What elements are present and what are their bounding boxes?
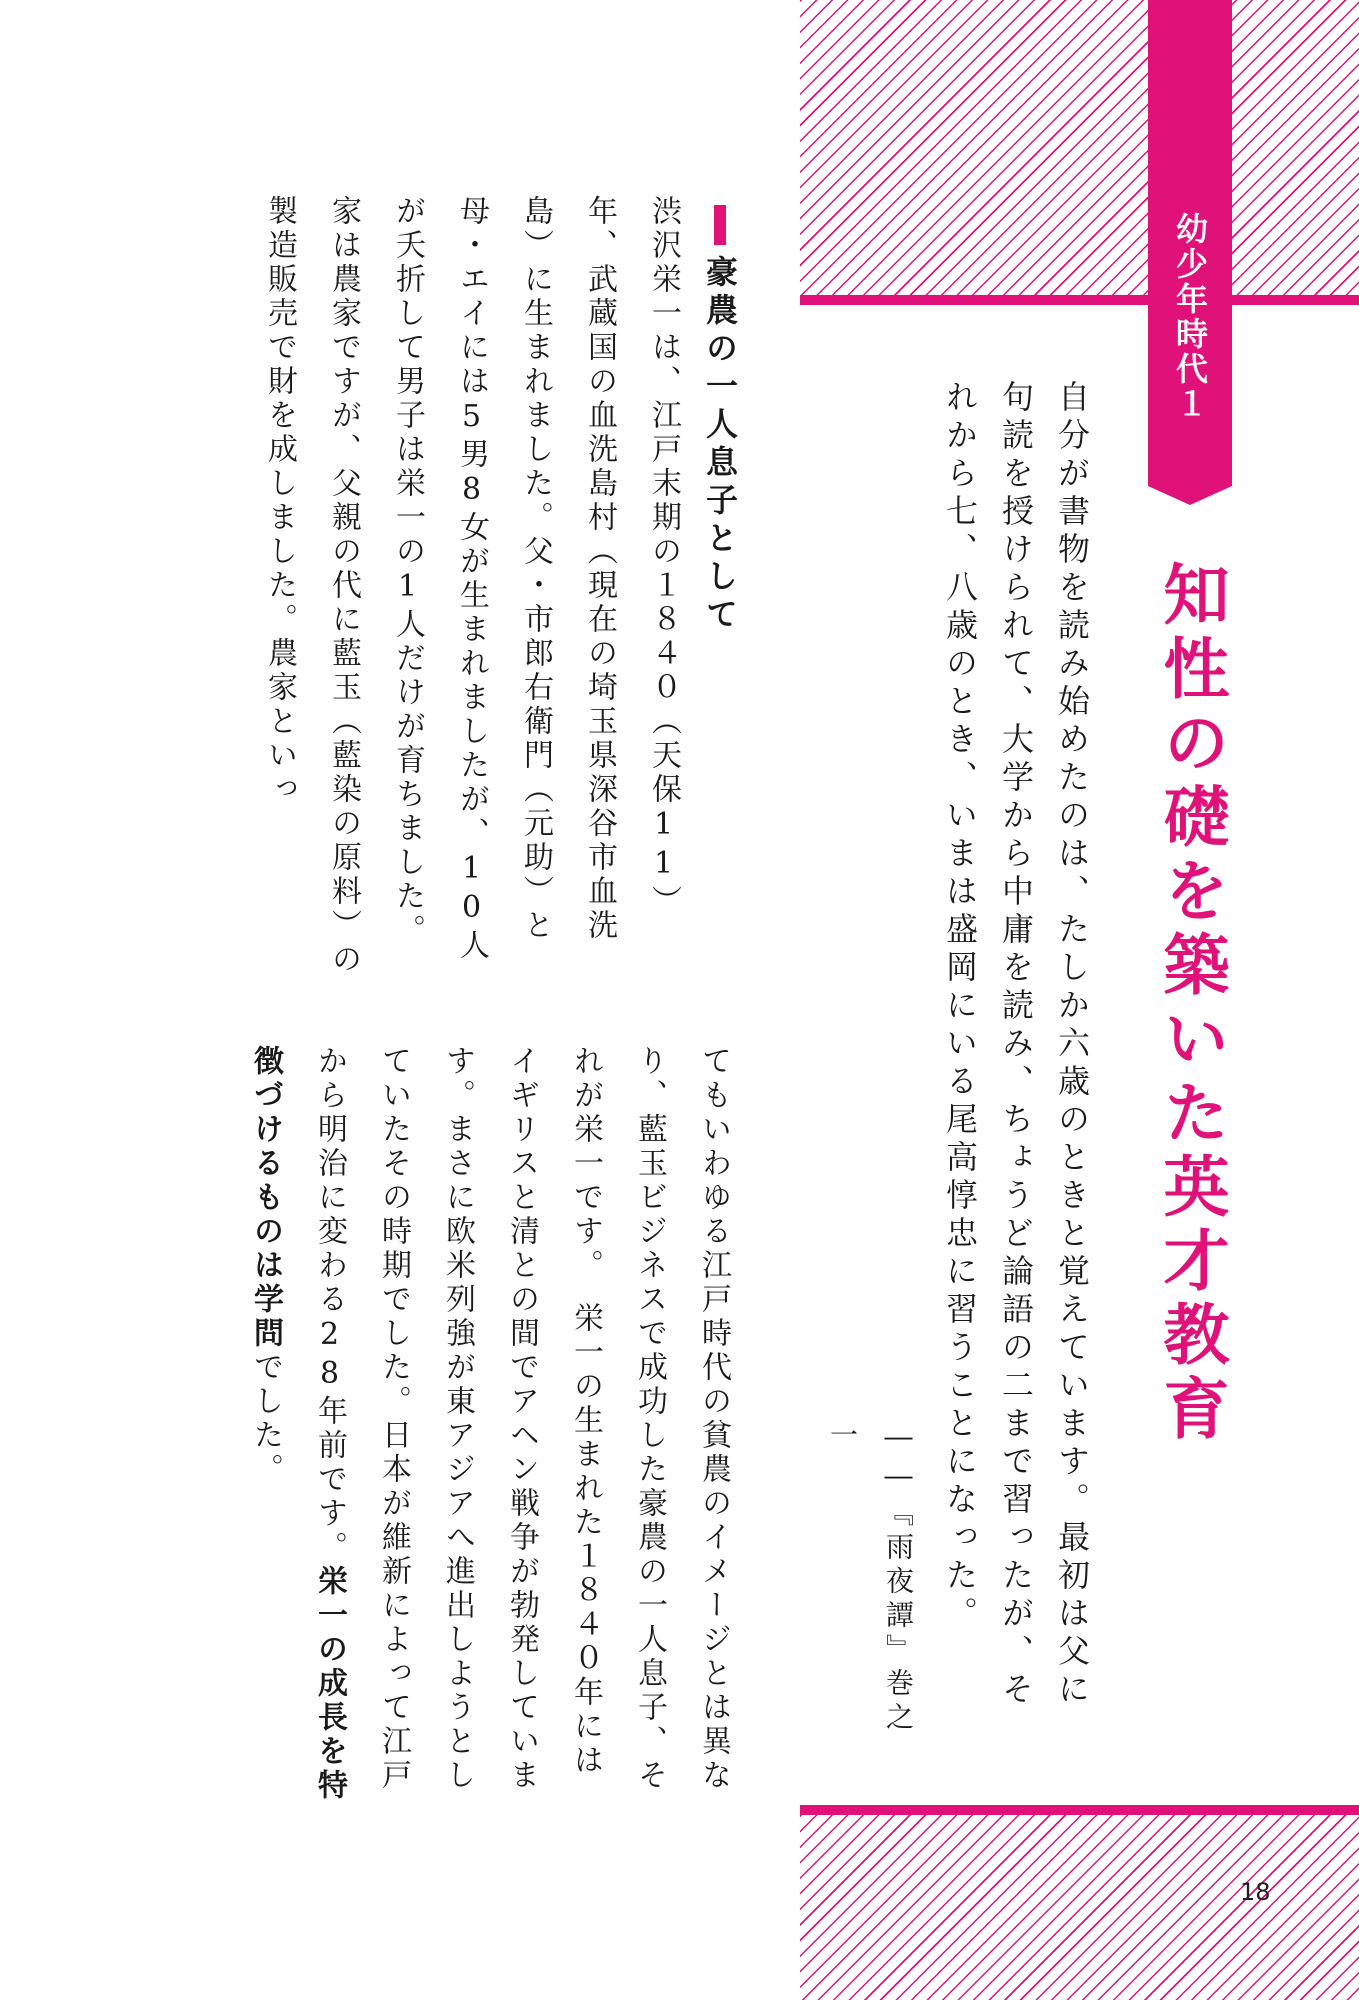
body-text-upper: 渋沢栄一は、江戸末期の１８４０（天保11）年、武蔵国の血洗島村（現在の埼玉県深谷市血洗島）に生まれました。父・市郎右衛門（元助）と母・エイには5男8女が生まれましたが、10人が夭折して男子は栄一の1人だけが育ちました。 家は農家ですが、父親の代に藍玉（藍染の原料）の製造販売で財を成しました。農家といっ (262, 195, 681, 977)
accent-rule-top (800, 295, 1359, 305)
page-title: 知性の礎を築いた英才教育 (1152, 560, 1229, 1448)
section-heading (690, 205, 750, 805)
body-text-lower (175, 1045, 745, 1805)
body-text-lower-main: てもいわゆる江戸時代の貧農のイメージとは異なり、藍玉ビジネスで成功した豪農の一人息子、それが栄一です。 栄一の生まれた１８４０年にはイギリスと清との間でアヘン戦争が勃発しています。まさに欧米列強が東アジアへ進出しようとしていたその時期でした。日本が維新によって江戸から明治に変わる28年前です。 (312, 1045, 731, 1793)
decorative-hatch-top (800, 0, 1359, 295)
page-number: 18 (1240, 1878, 1271, 1906)
epigraph-quote: 自分が書物を読み始めたのは、たしか六歳のときと覚えています。最初は父に句読を授けられて、大学から中庸を読み、ちょうど論語の二まで習ったが、それから七、八歳のとき、いまは盛岡にいる尾高惇忠に習うことになった。 (941, 380, 1091, 1710)
body-text-lower-tail: でした。 (248, 1351, 283, 1487)
heading-marker (714, 205, 726, 245)
section-heading-text: 豪農の一人息子として (701, 255, 739, 635)
body-emphasis: 栄一の成長を特徴づけるものは学問 (248, 1045, 347, 1803)
epigraph-source: ――『雨夜譚』巻之一 (826, 1420, 915, 1736)
chapter-label: 幼少年時代１ (1171, 212, 1209, 422)
accent-rule-bottom (800, 1805, 1359, 1815)
